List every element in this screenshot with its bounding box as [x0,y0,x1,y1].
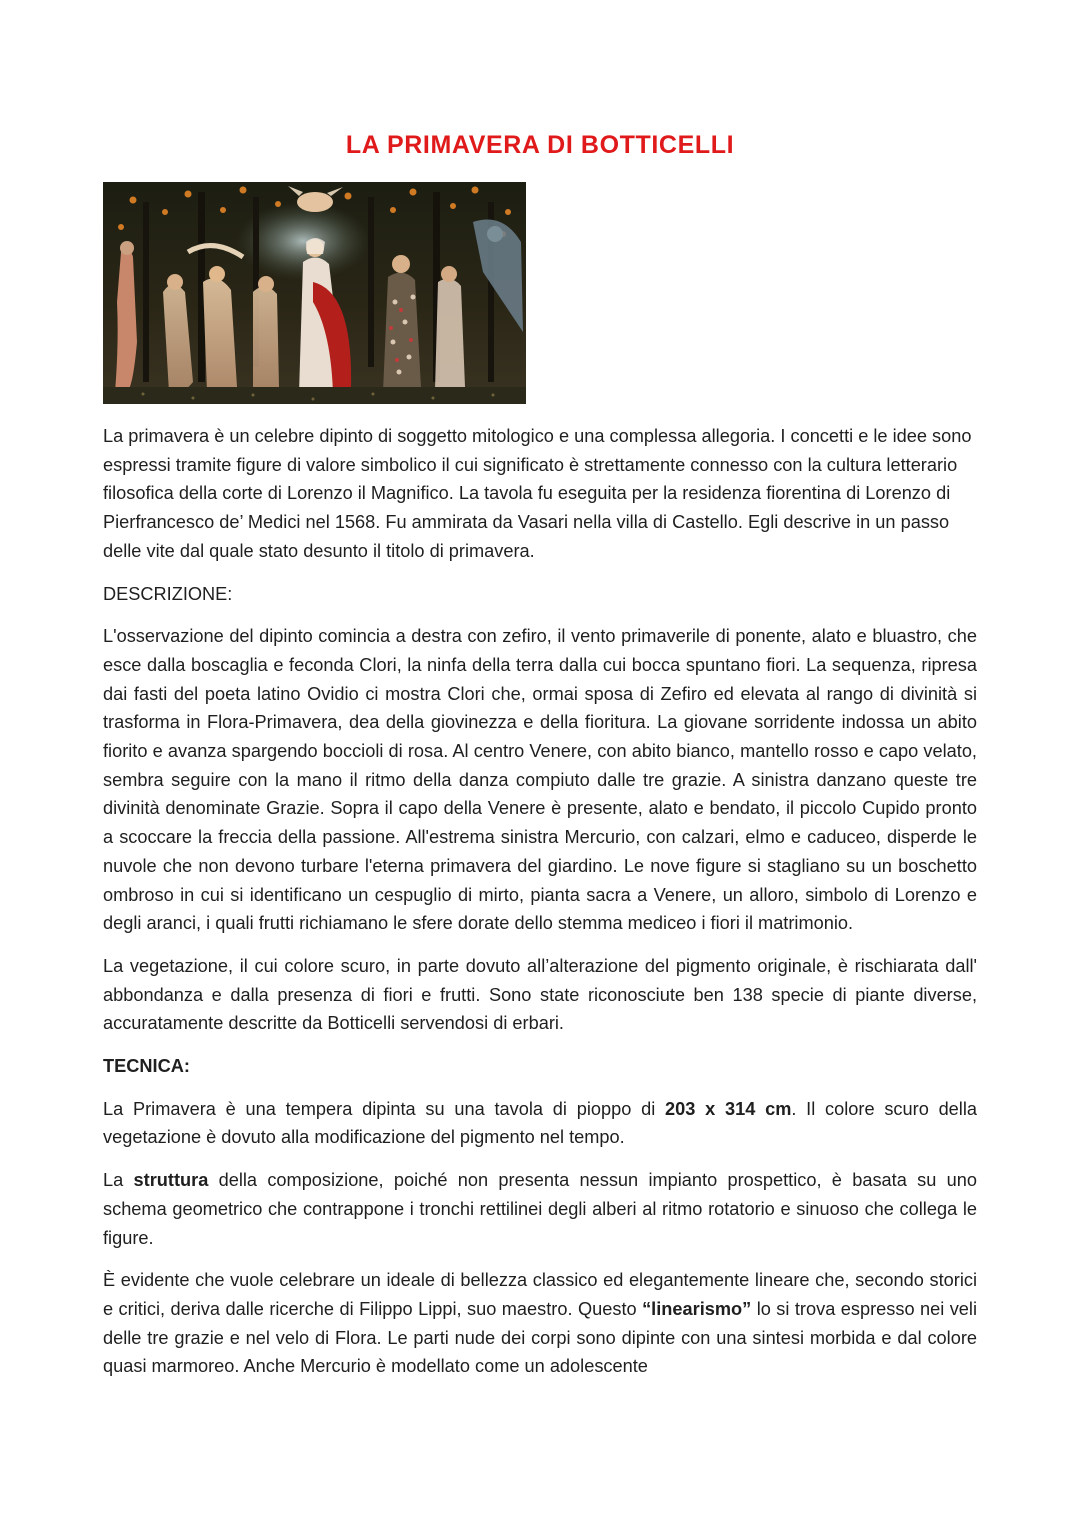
tecnica-p1-text-b: . Il colore scuro della vegetazione è dovuto alla modificazione del pigmento nel tempo. [103,1098,977,1148]
tecnica-p3-text-b: lo si trova espresso nei veli delle tre grazie e nel velo di Flora. Le parti nude dei corpi sono dipinte con una sintesi morbida e dal colore quasi marmoreo. Anche Mercurio è modellato come un adolescente [103,1298,978,1377]
primavera-painting-image [103,182,526,404]
tecnica-paragraph-1 [103,1095,977,1152]
tecnica-p2-struttura: struttura [133,1170,209,1191]
document-body [103,422,977,1395]
tecnica-p1-dimensions: 203 x 314 cm [665,1098,792,1119]
tecnica-heading [103,1052,977,1081]
descrizione-heading: DESCRIZIONE: [103,583,233,604]
tecnica-p3-text-a: È evidente che vuole celebrare un ideale di bellezza classico ed elegantemente lineare che, secondo storici e critici, deriva dalle ricerche di Filippo Lippi, suo maestro. Questo [103,1270,977,1319]
tecnica-paragraph-2 [103,1166,977,1252]
tecnica-p2-text-b: della composizione, poiché non presenta nessun impianto prospettico, è basata su uno schema geometrico che contrappone i tronchi rettilinei degli alberi al ritmo rotatorio e sinuoso che collega le figure. [103,1170,977,1248]
descrizione-paragraph-1: L'osservazione del dipinto comincia a destra con zefiro, il vento primaverile di ponente, alato e bluastro, che esce dalla boscaglia e feconda Clori, la ninfa della terra dalla cui bocca spuntano fiori. La sequenza, ripresa dai fasti del poeta latino Ovidio ci mostra Clori che, ormai sposa di Zefiro ed elevata al rango di divinità si trasforma in Flora-Primavera, dea della giovinezza e della fioritura. La giovane sorridente indossa un abito fiorito e avanza spargendo boccioli di rosa. Al centro Venere, con abito bianco, mantello rosso e capo velato, sembra seguire con la mano il ritmo della danza compiuto dalle tre grazie. A sinistra danzano queste tre divinità denominate Grazie. Sopra il capo della Venere è presente, alato e bendato, il piccolo Cupido pronto a scoccare la freccia della passione. All'estrema sinistra Mercurio, con calzari, elmo e caduceo, disperde le nuvole che non devono turbare l'eterna primavera del giardino. Le nove figure si stagliano su un boschetto ombroso in cui si identificano un cespuglio di mirto, pianta sacra a Venere, un alloro, simbolo di Lorenzo e degli aranci, i quali frutti richiamano le sfere dorate dello stemma mediceo i fiori il matrimonio. [103,626,977,934]
tecnica-p2-text-a: La [103,1170,134,1191]
intro-paragraph: La primavera è un celebre dipinto di soggetto mitologico e una complessa allegoria. I concetti e le idee sono espressi tramite figure di valore simbolico il cui significato è strettamente connesso con la cultura letterario filosofica della corte di Lorenzo il Magnifico. La tavola fu eseguita per la residenza fiorentina di Lorenzo di Pierfrancesco de’ Medici nel 1568. Fu ammirata da Vasari nella villa di Castello. Egli descrive in un passo delle vite dal quale stato desunto il titolo di primavera. [103,426,972,561]
tecnica-heading-text: TECNICA: [103,1056,190,1077]
tecnica-p1-text-a: La Primavera è una tempera dipinta su una tavola di pioppo di [103,1098,665,1119]
descrizione-paragraph-2: La vegetazione, il cui colore scuro, in parte dovuto all’alterazione del pigmento originale, è rischiarata dall' abbondanza e dalla presenza di fiori e frutti. Sono state riconosciute ben 138 specie di piante diverse, accuratamente descritte da Botticelli servendosi di erbari. [103,955,977,1034]
tecnica-p3-linearismo: “linearismo” [642,1298,752,1319]
document-title: LA PRIMAVERA DI BOTTICELLI [345,131,735,159]
tecnica-paragraph-3 [103,1266,977,1381]
